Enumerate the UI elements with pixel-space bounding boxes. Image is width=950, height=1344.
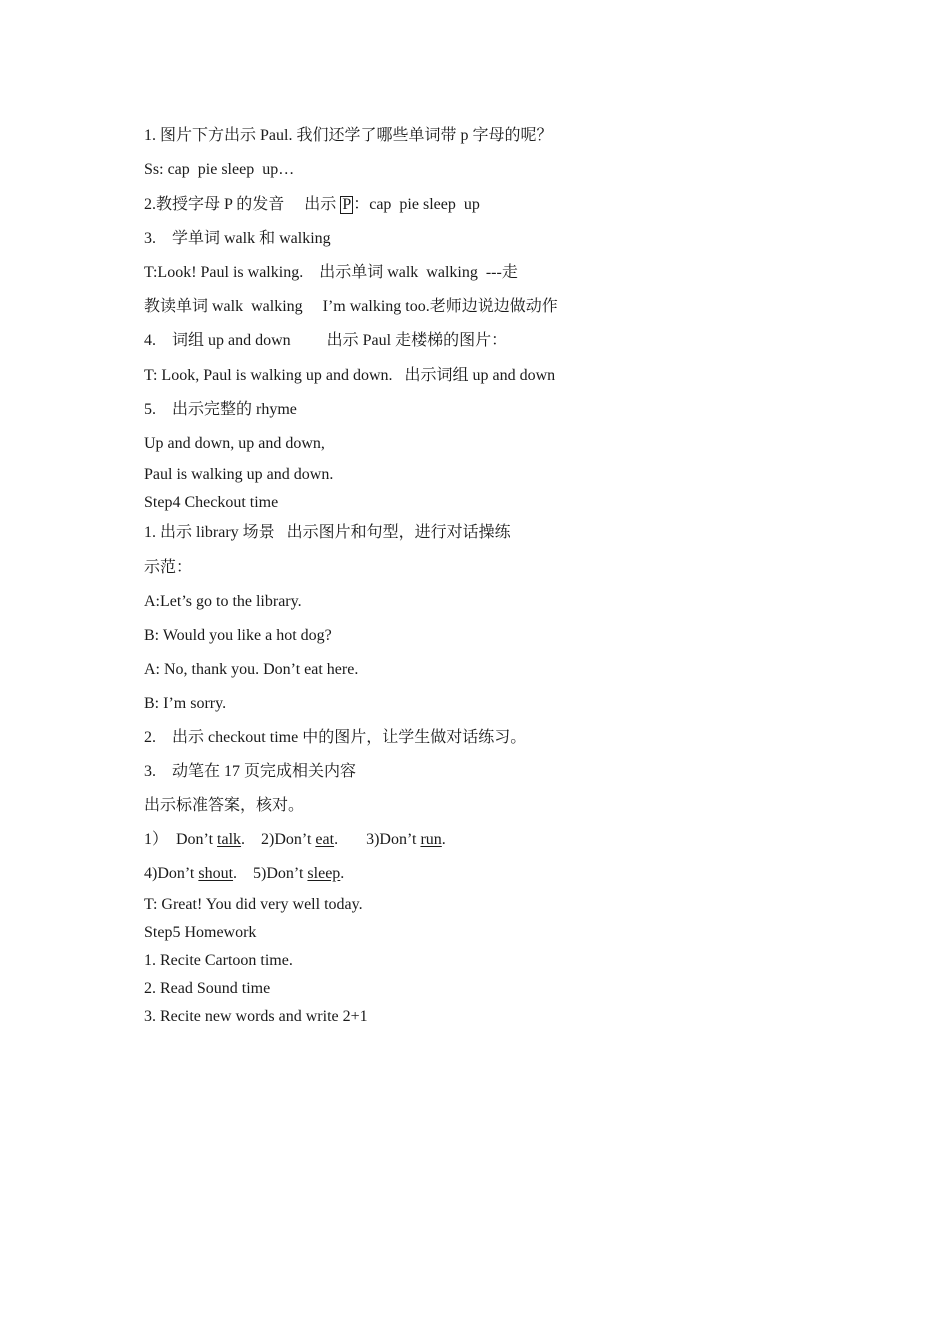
- text-line: Ss: cap pie sleep up…: [144, 161, 295, 178]
- answer-word: eat: [315, 831, 335, 848]
- answer-word: shout: [198, 865, 234, 882]
- answer-line: [144, 864, 344, 884]
- text-segment: 3)Don’t: [366, 831, 421, 848]
- text-line: T:Look! Paul is walking. 出示单词 walk walking ---走: [144, 264, 518, 281]
- section-heading: Step5 Homework: [144, 924, 257, 941]
- text-segment: ：cap pie sleep up: [353, 196, 480, 213]
- text-line: 出示标准答案，核对。: [144, 797, 305, 814]
- text-segment: .: [441, 831, 446, 848]
- text-line: 示范：: [144, 559, 193, 576]
- text-segment: 1） Don’t: [144, 831, 218, 848]
- text-line: 3. Recite new words and write 2+1: [144, 1008, 368, 1025]
- text-line: 3. 动笔在 17 页完成相关内容: [144, 763, 357, 780]
- answer-word: run: [420, 831, 442, 848]
- text-segment: .: [334, 831, 367, 848]
- text-line: A: No, thank you. Don’t eat here.: [144, 661, 359, 678]
- text-line: A:Let’s go to the library.: [144, 593, 302, 610]
- text-line: 1. 出示 library 场景 出示图片和句型，进行对话操练: [144, 524, 511, 541]
- text-line: 2. 出示 checkout time 中的图片，让学生做对话练习。: [144, 729, 527, 746]
- text-segment: 5)Don’t: [253, 865, 308, 882]
- text-line: 5. 出示完整的 rhyme: [144, 401, 297, 418]
- text-segment: 2.教授字母 P 的发音 出示: [144, 196, 341, 213]
- text-line: B: I’m sorry.: [144, 695, 227, 712]
- answer-word: talk: [217, 831, 242, 848]
- text-line: 2. Read Sound time: [144, 980, 271, 997]
- text-line: 1. 图片下方出示 Paul. 我们还学了哪些单词带 p 字母的呢？: [144, 127, 553, 144]
- text-line: 3. 学单词 walk 和 walking: [144, 230, 331, 247]
- text-line: 教读单词 walk walking I’m walking too.老师边说边做动作: [144, 298, 558, 315]
- text-line: Up and down, up and down,: [144, 435, 325, 452]
- text-line: B: Would you like a hot dog?: [144, 627, 332, 644]
- text-segment: 4)Don’t: [144, 865, 199, 882]
- text-line: 4. 词组 up and down 出示 Paul 走楼梯的图片：: [144, 332, 508, 349]
- text-line: T: Great! You did very well today.: [144, 896, 363, 913]
- text-line: T: Look, Paul is walking up and down. 出示词组 up and down: [144, 367, 556, 384]
- text-segment: .: [241, 831, 262, 848]
- text-segment: .: [340, 865, 345, 882]
- answer-word: sleep: [307, 865, 341, 882]
- answer-line: [144, 830, 446, 850]
- boxed-letter: P: [342, 196, 352, 213]
- text-line: 1. Recite Cartoon time.: [144, 952, 293, 969]
- text-segment: 2)Don’t: [261, 831, 316, 848]
- section-heading: Step4 Checkout time: [144, 494, 279, 511]
- text-segment: .: [233, 865, 254, 882]
- text-line: Paul is walking up and down.: [144, 466, 334, 483]
- text-line: [144, 195, 480, 215]
